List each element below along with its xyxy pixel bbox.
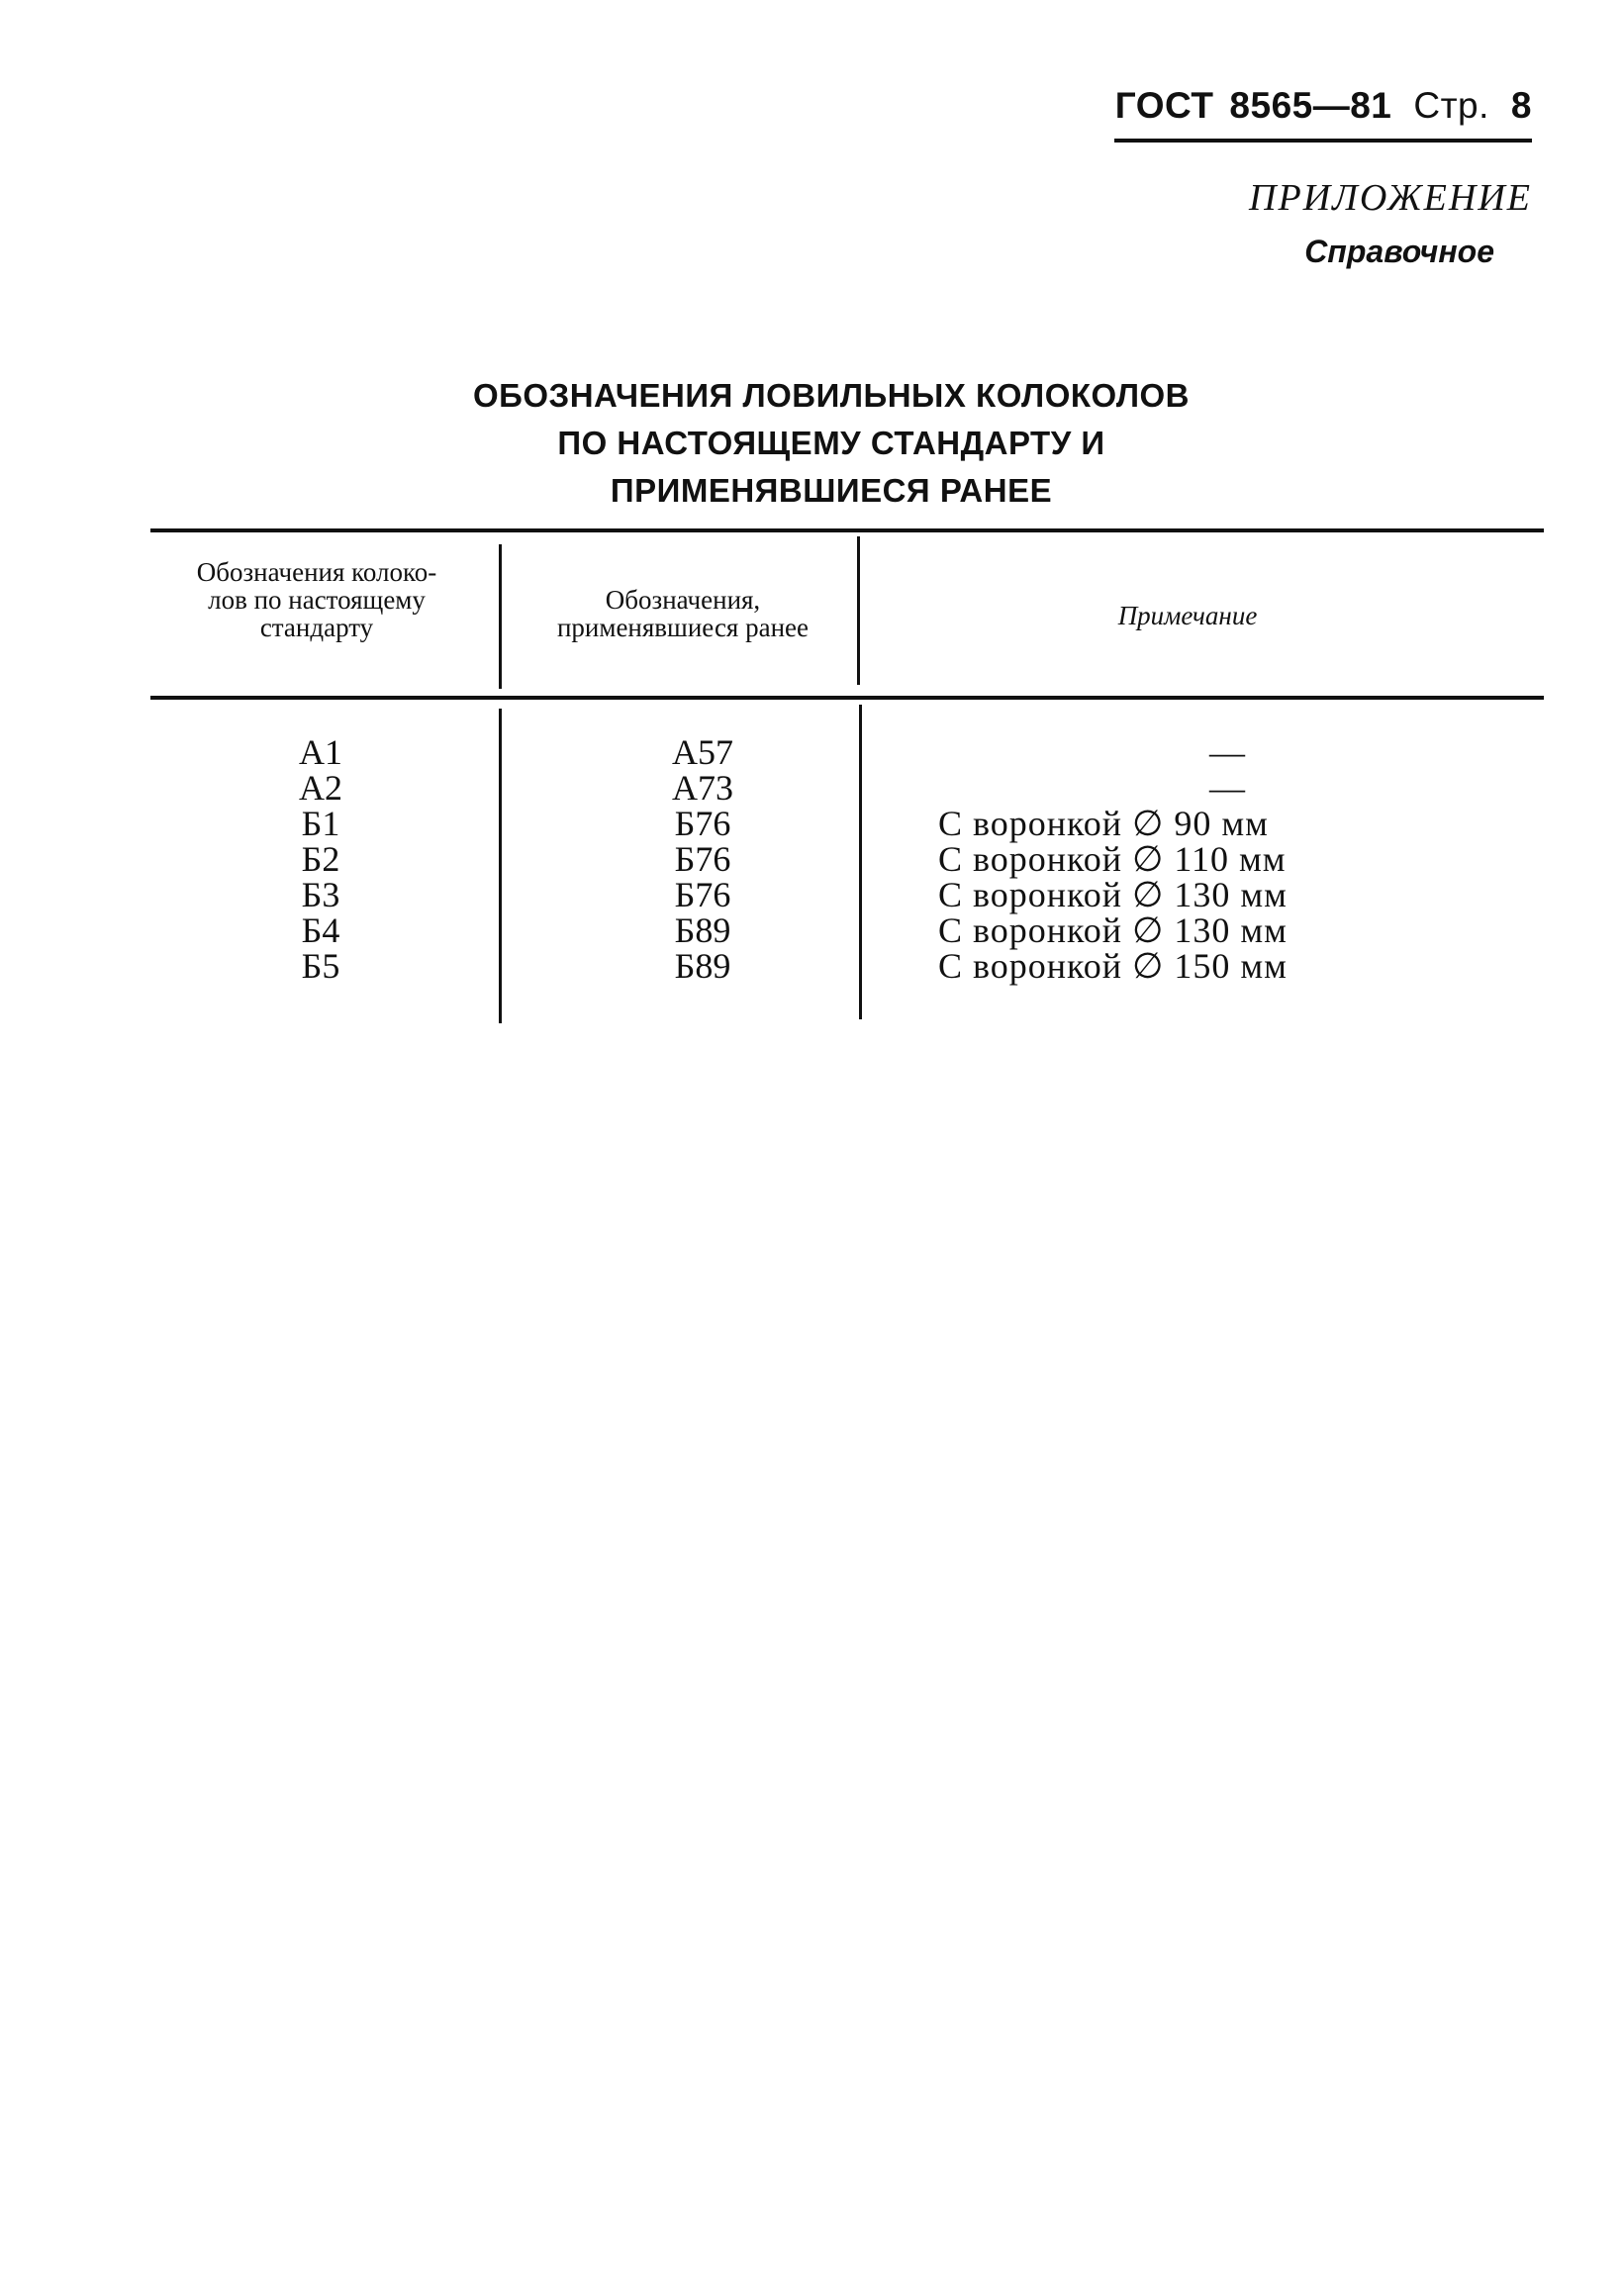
column-divider: [499, 544, 502, 689]
table-top-rule: [150, 528, 1544, 532]
column-divider: [859, 705, 862, 1019]
cell-current: Б2: [301, 839, 340, 879]
table-header-rule: [150, 696, 1544, 700]
cell-previous: Б76: [674, 839, 731, 879]
standard-label: ГОСТ: [1114, 85, 1214, 126]
cell-previous: А57: [672, 732, 733, 772]
header-current-designation: Обозначения колоко- лов по настоящему стандарту: [196, 557, 437, 642]
cell-previous: Б76: [674, 875, 731, 914]
cell-previous: А73: [672, 768, 733, 808]
cell-note: С воронкой ∅ 90 мм: [938, 804, 1269, 843]
title-line: ПРИМЕНЯВШИЕСЯ РАНЕЕ: [610, 472, 1053, 509]
cell-note: С воронкой ∅ 110 мм: [938, 839, 1287, 879]
cell-note: С воронкой ∅ 130 мм: [938, 910, 1288, 950]
header-previous-designation: Обозначения, применявшиеся ранее: [556, 585, 810, 642]
page-header: [1115, 85, 1532, 127]
page-label: Стр.: [1413, 85, 1489, 126]
cell-previous: Б76: [674, 804, 731, 843]
cell-current: А2: [299, 768, 342, 808]
document-title: [396, 372, 1267, 515]
appendix-subtitle: Справочное: [1304, 234, 1494, 269]
column-divider: [499, 709, 502, 1023]
cell-current: Б1: [301, 804, 340, 843]
cell-current: Б3: [301, 875, 340, 914]
cell-note: —: [1209, 768, 1245, 808]
column-divider: [857, 536, 860, 685]
cell-current: Б4: [301, 910, 340, 950]
cell-current: Б5: [301, 946, 340, 986]
cell-previous: Б89: [674, 946, 731, 986]
cell-note: —: [1209, 732, 1245, 772]
cell-note: С воронкой ∅ 150 мм: [938, 946, 1288, 986]
cell-previous: Б89: [674, 910, 731, 950]
title-line: ОБОЗНАЧЕНИЯ ЛОВИЛЬНЫХ КОЛОКОЛОВ: [472, 377, 1191, 414]
appendix-title: ПРИЛОЖЕНИЕ: [1249, 177, 1532, 219]
page-number: 8: [1510, 85, 1532, 126]
title-line: ПО НАСТОЯЩЕМУ СТАНДАРТУ И: [557, 425, 1105, 461]
cell-current: А1: [299, 732, 342, 772]
header-note: Примечание: [1117, 601, 1258, 630]
header-underline: [1114, 139, 1532, 143]
standard-number: 8565—81: [1229, 85, 1392, 126]
cell-note: С воронкой ∅ 130 мм: [938, 875, 1288, 914]
